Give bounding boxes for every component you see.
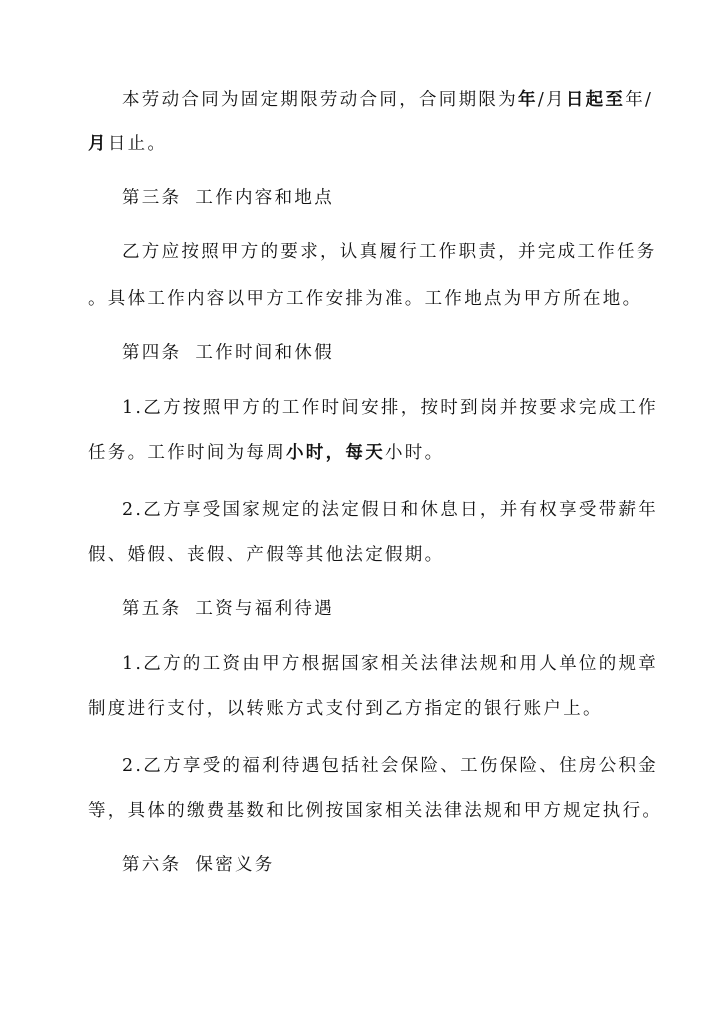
- article-4-p2-line-2: 假、婚假、丧假、产假等其他法定假期。: [88, 545, 445, 565]
- article-title: 工作内容和地点: [195, 188, 335, 208]
- article-4-heading: [122, 341, 636, 365]
- bold-run: 日起至: [565, 90, 626, 110]
- article-number: 第三条: [122, 188, 182, 208]
- article-number: 第六条: [122, 855, 182, 875]
- article-title: 工作时间和休假: [195, 343, 335, 363]
- article-title: 工资与福利待遇: [195, 599, 335, 619]
- text-run: 日止。: [107, 134, 168, 154]
- article-5-p1-line-2: 制度进行支付，以转账方式支付到乙方指定的银行账户上。: [88, 699, 603, 719]
- text-run: /月: [537, 90, 566, 110]
- article-title: 保密义务: [195, 855, 275, 875]
- text-run: 任务。工作时间为每周: [88, 443, 286, 463]
- article-5-p1-line-1: 1.乙方的工资由甲方根据国家相关法律法规和用人单位的规章: [122, 654, 659, 674]
- article-3-line-2: 。具体工作内容以甲方工作安排为准。工作地点为甲方所在地。: [88, 289, 643, 309]
- article-4-p2-line-1: 2.乙方享受国家规定的法定假日和休息日，并有权享受带薪年: [122, 500, 659, 520]
- article-4-p1-line-2: [88, 441, 636, 465]
- article-4-p1-line-1: 1.乙方按照甲方的工作时间安排，按时到岗并按要求完成工作: [122, 398, 659, 418]
- article-3-line-1: 乙方应按照甲方的要求，认真履行工作职责，并完成工作任务: [122, 242, 657, 262]
- article-5-heading: [122, 597, 636, 621]
- bold-run: 年: [518, 90, 538, 110]
- article-number: 第四条: [122, 343, 182, 363]
- text-run: 本劳动合同为固定期限劳动合同，合同期限为: [122, 90, 518, 110]
- article-5-p2-line-1: 2.乙方享受的福利待遇包括社会保险、工伤保险、住房公积金: [122, 756, 659, 776]
- article-6-heading: [122, 853, 636, 877]
- article-3-heading: [122, 186, 636, 210]
- bold-run: 小时，每天: [286, 443, 385, 463]
- article-5-p2-line-2: 等，具体的缴费基数和比例按国家相关法律法规和甲方规定执行。: [88, 801, 663, 821]
- contract-term-line-1: [122, 88, 654, 112]
- contract-term-line-2: [88, 132, 636, 156]
- article-number: 第五条: [122, 599, 182, 619]
- text-run: 年/: [625, 90, 654, 110]
- bold-run: 月: [88, 134, 108, 154]
- text-run: 小时。: [385, 443, 445, 463]
